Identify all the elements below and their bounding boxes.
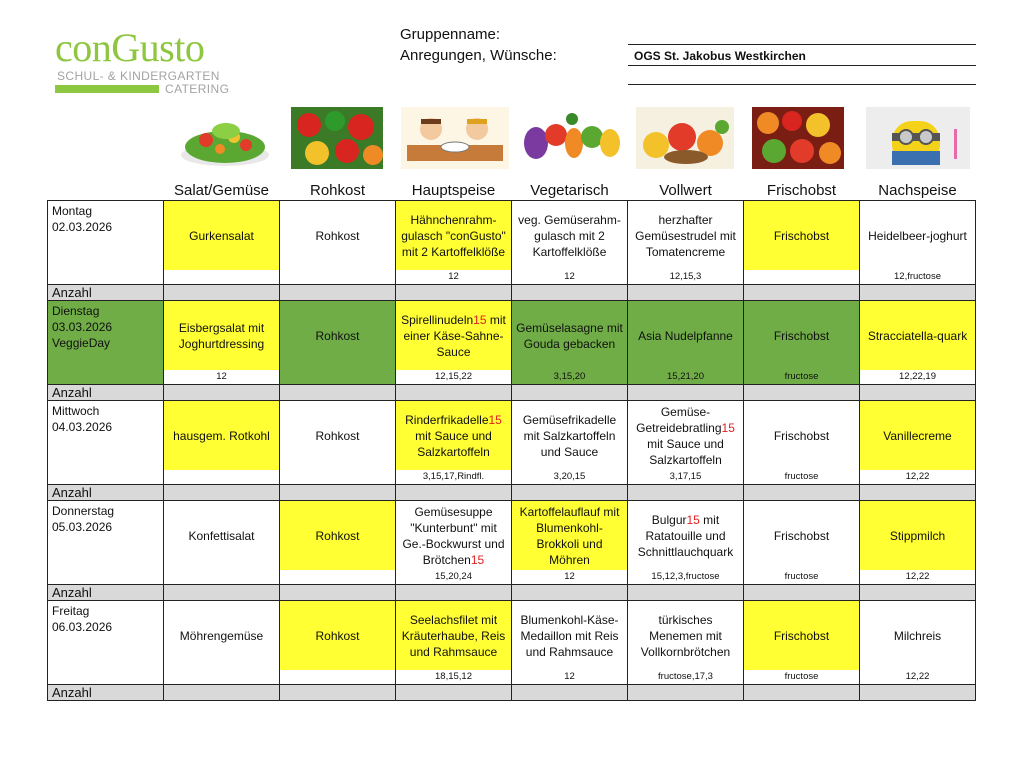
count-label: Anzahl: [48, 685, 164, 701]
count-field[interactable]: [280, 485, 396, 501]
header-blank: [48, 178, 164, 201]
meal-text: türkisches Menemen mit Vollkornbrötchen: [640, 612, 731, 659]
column-header: Nachspeise: [860, 178, 976, 201]
additive-codes: [164, 570, 280, 585]
meal-text: Milchreis: [893, 628, 942, 643]
additive-codes: 12,22,19: [860, 370, 976, 385]
meal-text: Gemüsefrikadelle mit Salzkartoffeln und Sauce: [522, 412, 617, 459]
meal-text: Konfettisalat: [188, 528, 255, 543]
additives-row: [48, 570, 976, 585]
count-field[interactable]: [628, 485, 744, 501]
meal-cell: [164, 401, 280, 471]
count-field[interactable]: [280, 385, 396, 401]
meal-text: Stippmilch: [889, 528, 946, 543]
column-header: Hauptspeise: [396, 178, 512, 201]
additive-codes: 12: [512, 270, 628, 285]
meal-cell: [860, 401, 976, 471]
meal-plan-table: [47, 178, 976, 701]
count-row: [48, 585, 976, 601]
day-cell: [48, 201, 164, 285]
count-field[interactable]: [164, 485, 280, 501]
meal-text: Frischobst: [773, 228, 830, 243]
count-field[interactable]: [512, 385, 628, 401]
wishes-label: Anregungen, Wünsche:: [400, 47, 557, 64]
meal-cell: [280, 501, 396, 571]
count-row: [48, 385, 976, 401]
additive-codes: [280, 670, 396, 685]
group-name-label: Gruppenname:: [400, 26, 501, 43]
meal-cell: [396, 301, 512, 371]
meal-text: Rohkost: [315, 528, 360, 543]
meal-text: Asia Nudelpfanne: [638, 328, 733, 343]
column-header: Vollwert: [628, 178, 744, 201]
count-field[interactable]: [396, 285, 512, 301]
count-field[interactable]: [164, 385, 280, 401]
additive-codes: 12,22: [860, 670, 976, 685]
meal-text: Gemüselasagne mit Gouda gebacken: [516, 320, 623, 351]
count-field[interactable]: [512, 485, 628, 501]
meal-text: Hähnchenrahm-gulasch "conGusto" mit 2 Kartoffelklöße: [401, 212, 506, 259]
day-cell: [48, 601, 164, 685]
meal-text: Frischobst: [773, 628, 830, 643]
meal-cell: [396, 401, 512, 471]
meal-cell: [164, 201, 280, 271]
additive-marker: 15: [686, 512, 700, 527]
additive-codes: 3,20,15: [512, 470, 628, 485]
meal-text: Heidelbeer-joghurt: [868, 228, 967, 243]
count-field[interactable]: [164, 285, 280, 301]
logo-name: conGusto: [55, 25, 205, 70]
additive-codes: 15,12,3,fructose: [628, 570, 744, 585]
additive-codes: 12: [512, 570, 628, 585]
additive-codes: 18,15,12: [396, 670, 512, 685]
additive-codes: [164, 470, 280, 485]
count-field[interactable]: [628, 385, 744, 401]
day-row: [48, 201, 976, 271]
meal-text: Eisbergsalat mit Joghurtdressing: [178, 320, 265, 351]
meal-cell: [628, 501, 744, 571]
meal-cell: [512, 301, 628, 371]
additives-row: [48, 370, 976, 385]
meal-text: herzhafter Gemüsestrudel mit Tomatencreme: [635, 212, 736, 259]
meal-text: Gemüse-Getreidebratling: [636, 404, 722, 435]
meal-cell: [512, 201, 628, 271]
meal-cell: [628, 601, 744, 671]
meal-cell: [628, 301, 744, 371]
day-cell: [48, 301, 164, 385]
day-cell: [48, 401, 164, 485]
additive-codes: [164, 270, 280, 285]
day-name: Freitag: [52, 604, 90, 618]
meal-cell: [744, 401, 860, 471]
additive-codes: 15,20,24: [396, 570, 512, 585]
meal-text: mit einer Käse-Sahne-Sauce: [403, 312, 506, 359]
meal-cell: [860, 601, 976, 671]
logo-tagline-2: CATERING: [165, 82, 230, 96]
count-field[interactable]: [280, 685, 396, 701]
column-header: Frischobst: [744, 178, 860, 201]
meal-text: mit Sauce und Salzkartoffeln: [647, 436, 724, 467]
additive-codes: fructose,17,3: [628, 670, 744, 685]
count-field[interactable]: [744, 585, 860, 601]
count-field[interactable]: [860, 585, 976, 601]
count-label: Anzahl: [48, 385, 164, 401]
additive-marker: 15: [470, 552, 485, 567]
meal-text: Rohkost: [315, 428, 360, 443]
count-field[interactable]: [744, 485, 860, 501]
day-name: Mittwoch: [52, 404, 100, 418]
meal-text: Stracciatella-quark: [867, 328, 968, 343]
meal-text: Rohkost: [315, 328, 360, 343]
meal-text: Spirellinudeln: [401, 312, 474, 327]
day-extra: VeggieDay: [52, 336, 111, 350]
meal-text: Möhrengemüse: [179, 628, 264, 643]
additive-marker: 15: [721, 420, 735, 435]
form-line: [628, 44, 976, 45]
meal-text: Frischobst: [773, 528, 830, 543]
meal-text: Bulgur: [651, 512, 687, 527]
additive-codes: 3,17,15: [628, 470, 744, 485]
meal-cell: [744, 601, 860, 671]
additive-codes: 15,21,20: [628, 370, 744, 385]
meal-text: mit Sauce und Salzkartoffeln: [415, 428, 492, 459]
additive-codes: [280, 370, 396, 385]
count-field[interactable]: [628, 285, 744, 301]
count-field[interactable]: [396, 585, 512, 601]
additive-codes: 12: [164, 370, 280, 385]
additives-row: [48, 470, 976, 485]
meal-cell: [628, 401, 744, 471]
additive-codes: 3,15,17,Rindfl.: [396, 470, 512, 485]
group-name-value: OGS St. Jakobus Westkirchen: [634, 49, 806, 63]
meal-cell: [280, 401, 396, 471]
count-field[interactable]: [280, 285, 396, 301]
column-header: Rohkost: [280, 178, 396, 201]
meal-cell: [744, 301, 860, 371]
meal-text: Rohkost: [315, 628, 360, 643]
column-header: Salat/Gemüse: [164, 178, 280, 201]
form-line: [628, 65, 976, 66]
count-field[interactable]: [512, 685, 628, 701]
meal-text: veg. Gemüserahm-gulasch mit 2 Kartoffelklöße: [518, 212, 621, 259]
day-date: 02.03.2026: [52, 220, 113, 234]
meal-text: Frischobst: [773, 428, 830, 443]
count-label: Anzahl: [48, 485, 164, 501]
count-field[interactable]: [628, 685, 744, 701]
meal-text: Frischobst: [773, 328, 830, 343]
day-date: 05.03.2026: [52, 520, 113, 534]
additive-codes: fructose: [744, 670, 860, 685]
form-line: [628, 84, 976, 85]
meal-cell: [280, 601, 396, 671]
meal-cell: [396, 601, 512, 671]
day-date: 03.03.2026: [52, 320, 113, 334]
additive-codes: fructose: [744, 470, 860, 485]
additive-codes: 12,22: [860, 570, 976, 585]
count-field[interactable]: [280, 585, 396, 601]
additives-row: [48, 270, 976, 285]
count-field[interactable]: [396, 685, 512, 701]
day-name: Montag: [52, 204, 93, 218]
meal-cell: [512, 601, 628, 671]
additive-codes: [280, 270, 396, 285]
additive-marker: 15: [488, 412, 502, 427]
meal-cell: [628, 201, 744, 271]
main-dish-image: [401, 107, 509, 169]
count-field[interactable]: [628, 585, 744, 601]
additive-codes: fructose: [744, 570, 860, 585]
count-row: [48, 485, 976, 501]
additive-codes: 3,15,20: [512, 370, 628, 385]
logo-tagline: SCHUL- & KINDERGARTEN: [57, 69, 220, 83]
meal-text: Rohkost: [315, 228, 360, 243]
column-header-row: [48, 178, 976, 201]
additive-codes: 12,22: [860, 470, 976, 485]
count-row: [48, 285, 976, 301]
dessert-image: [866, 107, 970, 169]
meal-text: Seelachsfilet mit Kräuterhaube, Reis und Rahmsauce: [401, 612, 506, 659]
day-row: [48, 301, 976, 371]
count-field[interactable]: [860, 485, 976, 501]
meal-cell: [860, 301, 976, 371]
count-field[interactable]: [860, 285, 976, 301]
count-field[interactable]: [396, 485, 512, 501]
count-field[interactable]: [860, 385, 976, 401]
meal-text: Gurkensalat: [189, 228, 254, 243]
raw-vegetables-image: [291, 107, 383, 169]
column-header: Vegetarisch: [512, 178, 628, 201]
additive-codes: 12: [396, 270, 512, 285]
meal-text: Vanillecreme: [883, 428, 952, 443]
count-field[interactable]: [512, 285, 628, 301]
meal-cell: [164, 301, 280, 371]
day-row: [48, 601, 976, 671]
additive-codes: 12,fructose: [860, 270, 976, 285]
day-date: 04.03.2026: [52, 420, 113, 434]
meal-cell: [860, 201, 976, 271]
additive-codes: fructose: [744, 370, 860, 385]
count-field[interactable]: [744, 285, 860, 301]
count-field[interactable]: [744, 685, 860, 701]
meal-text: hausgem. Rotkohl: [173, 428, 270, 443]
meal-text: Kartoffelauflauf mit Blumenkohl-Brokkoli und Möhren: [519, 504, 620, 567]
meal-text: mit Ratatouille und Schnittlauchquark: [637, 512, 734, 559]
count-field[interactable]: [860, 685, 976, 701]
meal-cell: [512, 501, 628, 571]
count-field[interactable]: [512, 585, 628, 601]
day-cell: [48, 501, 164, 585]
meal-cell: [860, 501, 976, 571]
count-field[interactable]: [164, 585, 280, 601]
meal-cell: [280, 201, 396, 271]
count-row: [48, 685, 976, 701]
day-date: 06.03.2026: [52, 620, 113, 634]
meal-text: Rinderfrikadelle: [405, 412, 489, 427]
meal-text: Gemüsesuppe "Kunterbunt" mit Ge.-Bockwurst und Brötchen: [402, 504, 505, 567]
day-name: Dienstag: [52, 304, 100, 318]
additive-codes: 12,15,22: [396, 370, 512, 385]
meal-cell: [512, 401, 628, 471]
additive-codes: 12,15,3: [628, 270, 744, 285]
additive-codes: [280, 570, 396, 585]
additive-codes: [280, 470, 396, 485]
salad-image: [176, 107, 274, 169]
additive-marker: 15: [473, 312, 487, 327]
meal-cell: [164, 501, 280, 571]
day-name: Donnerstag: [52, 504, 115, 518]
meal-cell: [164, 601, 280, 671]
day-row: [48, 501, 976, 571]
meal-cell: [744, 201, 860, 271]
meal-cell: [396, 501, 512, 571]
meal-cell: [280, 301, 396, 371]
fresh-fruit-image: [752, 107, 844, 169]
day-row: [48, 401, 976, 471]
additive-codes: [164, 670, 280, 685]
additive-codes: 12: [512, 670, 628, 685]
count-label: Anzahl: [48, 285, 164, 301]
vegetarian-image: [516, 107, 628, 169]
count-field[interactable]: [164, 685, 280, 701]
additives-row: [48, 670, 976, 685]
count-label: Anzahl: [48, 585, 164, 601]
additive-codes: [744, 270, 860, 285]
whole-food-image: [636, 107, 734, 169]
count-field[interactable]: [744, 385, 860, 401]
meal-cell: [744, 501, 860, 571]
count-field[interactable]: [396, 385, 512, 401]
logo-bar: [55, 85, 159, 93]
meal-cell: [396, 201, 512, 271]
meal-text: Blumenkohl-Käse-Medaillon mit Reis und Rahmsauce: [520, 612, 619, 659]
congusto-logo: [55, 25, 245, 98]
